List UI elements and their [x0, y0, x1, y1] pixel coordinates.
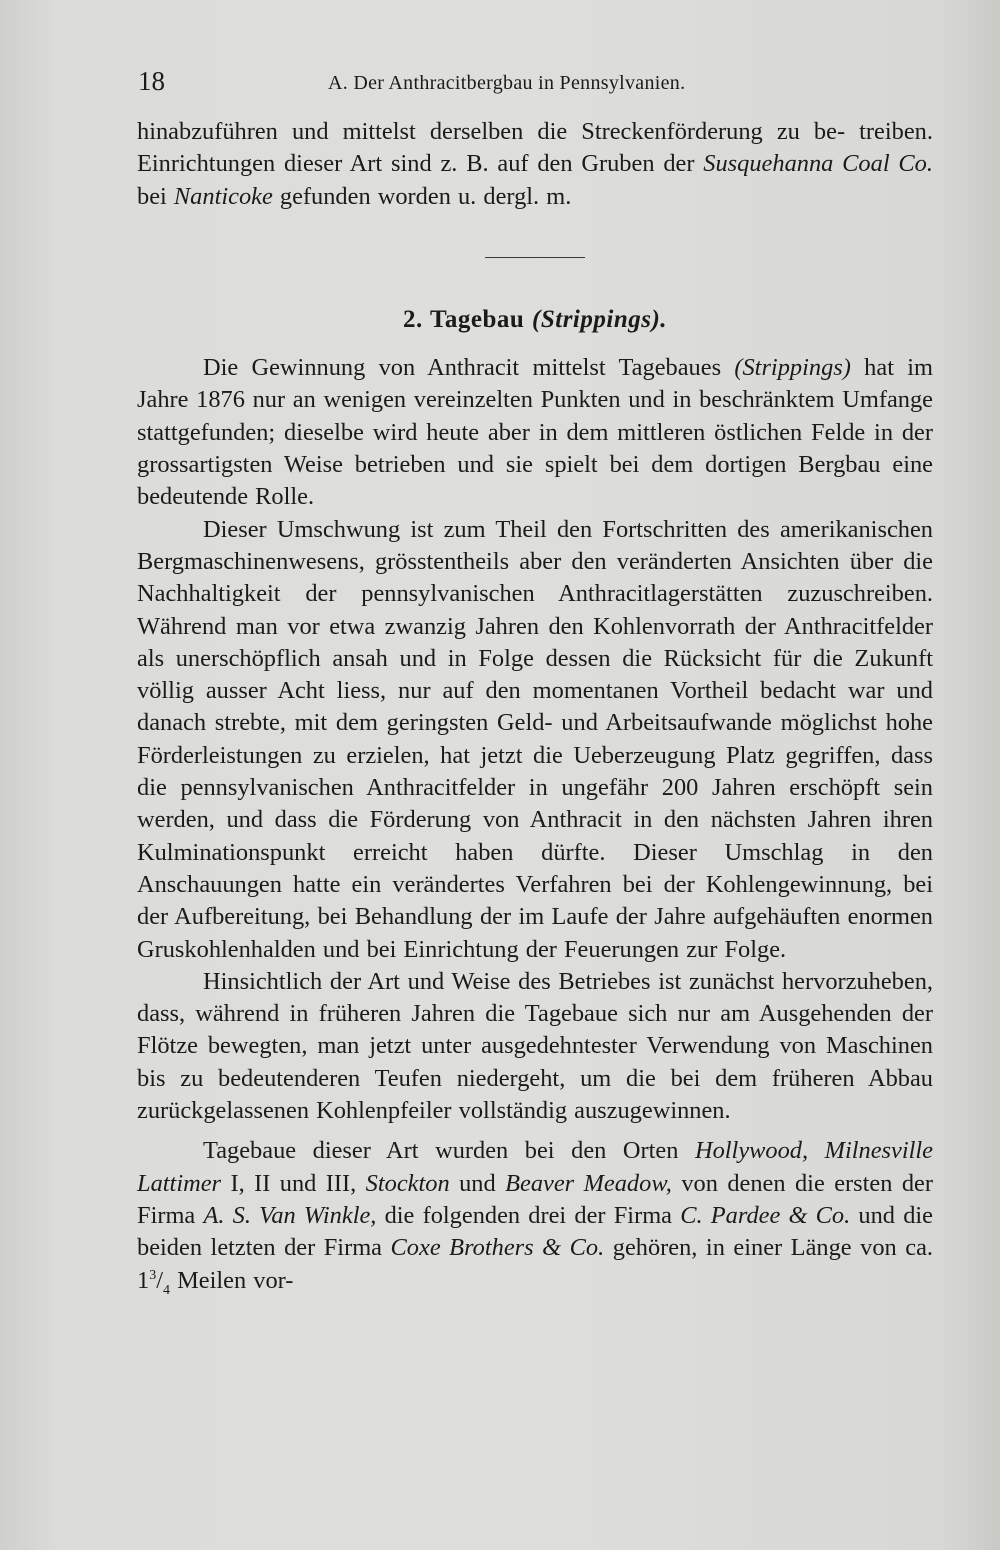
page-header — [138, 66, 933, 106]
intro-text: gefunden worden u. dergl. m. — [272, 182, 572, 210]
paragraph-text: I, II und III, — [221, 1169, 366, 1197]
section-heading — [137, 304, 933, 336]
page-number: 18 — [138, 66, 165, 96]
paragraph-text: Die Gewinnung von Anthracit mittelst Tagebaues — [203, 354, 735, 382]
paragraph-4 — [137, 1135, 933, 1296]
paragraph-text: Tagebaue dieser Art wurden bei den Orten — [203, 1137, 695, 1165]
paragraph-text: hat im Jahre 1876 nur an wenigen vereinzelten Punkten und in beschränktem Umfange stattgefunden; dieselbe wird heute aber in dem mittleren östlichen Felde in der grossartigsten Weise betrieben und sie spielt bei dem dortigen Bergbau eine bedeutende Rolle. — [137, 354, 933, 511]
place-name: Stockton — [365, 1169, 450, 1197]
intro-paragraph — [137, 116, 933, 213]
section-title: 2. Tagebau — [402, 305, 533, 333]
place-name: Nanticoke — [173, 182, 273, 210]
intro-line: hinabzuführen und mittelst derselben die Streckenförderung zu be- — [137, 118, 846, 145]
fraction-numerator: 3 — [149, 1267, 157, 1283]
body-text — [137, 116, 933, 1297]
company-name: C. Pardee & Co. — [680, 1201, 851, 1229]
place-names: Hollywood, Milnesville Lattimer — [137, 1137, 933, 1197]
paragraph-1 — [137, 352, 933, 513]
company-name: Coxe Brothers & Co. — [390, 1234, 605, 1262]
intro-text: bei — [137, 182, 174, 210]
paragraph-text: gehören, in einer Länge von ca. 1 — [137, 1234, 934, 1294]
fraction-slash: / — [156, 1266, 163, 1294]
company-name: A. S. Van Winkle, — [203, 1201, 377, 1229]
running-head: A. Der Anthracitbergbau in Pennsylvanien. — [328, 72, 686, 94]
paragraph-text: die folgenden drei der Firma — [376, 1201, 681, 1229]
paragraph-text: und — [449, 1169, 506, 1197]
paragraph-3: Hinsichtlich der Art und Weise des Betriebes ist zunächst hervorzuheben, dass, während in früheren Jahren die Tagebaue sich nur am Ausgehenden der Flötze bewegten, man jetzt unter ausgedehntester Verwendung von Maschinen bis zu bedeutenderen Teufen niedergeht, um die bei dem früheren Abbau zurückgelassenen Kohlenpfeiler vollständig auszugewinnen. — [137, 967, 933, 1125]
paragraph-text: Meilen vor- — [169, 1266, 294, 1294]
term-strippings: (Strippings) — [734, 354, 851, 382]
section-subtitle: (Strippings). — [532, 305, 668, 333]
section-divider-rule — [485, 257, 585, 258]
paragraph-text: von denen die ersten der Firma — [137, 1169, 934, 1229]
intro-line: treiben. Einrichtungen dieser Art sind z. B. auf den Gruben der — [137, 118, 933, 178]
fraction-denominator: 4 — [162, 1282, 170, 1298]
paragraph-text: und die beiden letzten der Firma — [137, 1201, 933, 1262]
paragraph-2: Dieser Umschwung ist zum Theil den Fortschritten des amerikanischen Bergmaschinenwesens, grösstentheils aber den veränderten Ansichten über die Nachhaltigkeit der pennsylvanischen Anthracitlagerstätten zuzuschreiben. Während man vor etwa zwanzig Jahren den Kohlenvorrath der Anthracitfelder als unerschöpflich ansah und in Folge dessen die Rücksicht für die Zukunft völlig ausser Acht liess, nur auf den momentanen Vortheil bedacht war und danach strebte, mit dem geringsten Geld- und Arbeitsaufwande möglichst hohe Förderleistungen zu erzielen, hat jetzt die Ueberzeugung Platz gegriffen, dass die pennsylvanischen Anthracitfelder in ungefähr 200 Jahren erschöpft sein werden, und dass die Förderung von Anthracit in den nächsten Jahren ihren Kulminationspunkt erreicht haben dürfte. Dieser Umschlag in den Anschauungen hatte ein verändertes Verfahren bei der Kohlengewinnung, bei der Aufbereitung, bei Behandlung der im Laufe der Jahre aufgehäuften enormen Gruskohlenhalden und bei Einrichtung der Feuerungen zur Folge. — [137, 515, 933, 963]
company-name: Susquehanna Coal Co. — [703, 150, 933, 178]
place-name: Beaver Meadow, — [505, 1169, 672, 1197]
